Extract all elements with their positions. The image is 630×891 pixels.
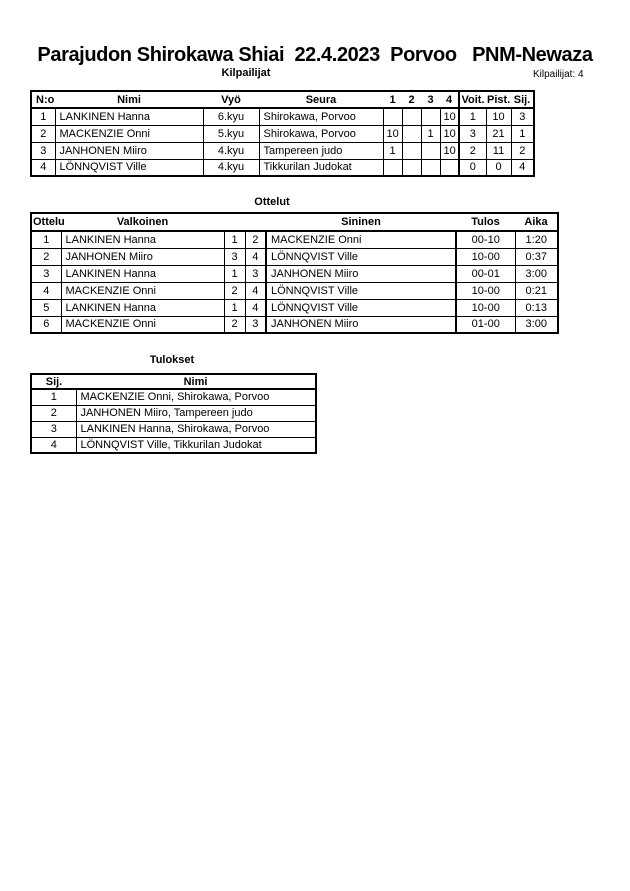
cell-round-1: 1 (383, 142, 402, 159)
matches-header-row (31, 213, 558, 231)
cell-white-name: MACKENZIE Onni (61, 316, 224, 333)
page-title: Parajudon Shirokawa Shiai 22.4.2023 Porvoo PNM-Newaza (37, 44, 593, 66)
col-header-round-2: 2 (402, 91, 421, 108)
cell-sij: 3 (511, 108, 534, 125)
cell-blue-name: LÖNNQVIST Ville (266, 248, 456, 265)
cell-vyo: 4.kyu (203, 142, 259, 159)
match-row (31, 282, 558, 299)
competitor-row (31, 159, 534, 176)
match-row (31, 248, 558, 265)
cell-round-3: 1 (421, 125, 440, 142)
cell-blue-name: MACKENZIE Onni (266, 231, 456, 248)
cell-white-number: 1 (224, 299, 245, 316)
cell-nimi: JANHONEN Miiro (55, 142, 203, 159)
col-header-voit: Voit. (459, 91, 486, 108)
cell-round-3 (421, 159, 440, 176)
cell-sij: 4 (31, 437, 76, 453)
competitors-header-row (31, 91, 534, 108)
cell-sij: 1 (511, 125, 534, 142)
col-header-blue-number (245, 213, 266, 231)
cell-white-name: LANKINEN Hanna (61, 231, 224, 248)
cell-seura: Tikkurilan Judokat (259, 159, 383, 176)
cell-seura: Shirokawa, Porvoo (259, 108, 383, 125)
matches-heading: Ottelut (254, 196, 290, 208)
match-row (31, 316, 558, 333)
cell-tulos: 10-00 (456, 299, 515, 316)
cell-pist: 0 (486, 159, 511, 176)
competitor-row (31, 125, 534, 142)
competitor-row (31, 142, 534, 159)
cell-white-name: LANKINEN Hanna (61, 265, 224, 282)
cell-round-3 (421, 108, 440, 125)
cell-white-number: 2 (224, 282, 245, 299)
cell-seura: Tampereen judo (259, 142, 383, 159)
cell-sij: 2 (511, 142, 534, 159)
cell-white-name: MACKENZIE Onni (61, 282, 224, 299)
col-header-nimi: Nimi (76, 374, 316, 389)
cell-blue-number: 3 (245, 316, 266, 333)
cell-pist: 21 (486, 125, 511, 142)
col-header-vyo: Vyö (203, 91, 259, 108)
cell-blue-number: 3 (245, 265, 266, 282)
cell-round-3 (421, 142, 440, 159)
col-header-tulos: Tulos (456, 213, 515, 231)
match-row (31, 231, 558, 248)
col-header-no: N:o (31, 91, 55, 108)
cell-round-4 (440, 159, 459, 176)
cell-sij: 2 (31, 405, 76, 421)
cell-nimi: LANKINEN Hanna (55, 108, 203, 125)
results-table (30, 373, 317, 454)
cell-sij: 1 (31, 389, 76, 405)
cell-no: 2 (31, 125, 55, 142)
result-row (31, 421, 316, 437)
cell-match-no: 6 (31, 316, 61, 333)
cell-blue-name: JANHONEN Miiro (266, 265, 456, 282)
cell-round-2 (402, 142, 421, 159)
cell-match-no: 1 (31, 231, 61, 248)
cell-blue-number: 2 (245, 231, 266, 248)
cell-voit: 0 (459, 159, 486, 176)
competitors-table (30, 90, 535, 177)
cell-vyo: 5.kyu (203, 125, 259, 142)
cell-white-name: JANHONEN Miiro (61, 248, 224, 265)
cell-tulos: 10-00 (456, 282, 515, 299)
cell-sij: 4 (511, 159, 534, 176)
col-header-ottelu: Ottelu (31, 213, 61, 231)
cell-nimi: MACKENZIE Onni (55, 125, 203, 142)
cell-result-nimi: LANKINEN Hanna, Shirokawa, Porvoo (76, 421, 316, 437)
col-header-white-number (224, 213, 245, 231)
cell-aika: 3:00 (515, 265, 558, 282)
cell-round-2 (402, 108, 421, 125)
cell-white-number: 3 (224, 248, 245, 265)
cell-nimi: LÖNNQVIST Ville (55, 159, 203, 176)
result-row (31, 405, 316, 421)
cell-tulos: 00-01 (456, 265, 515, 282)
cell-seura: Shirokawa, Porvoo (259, 125, 383, 142)
cell-round-2 (402, 125, 421, 142)
cell-voit: 2 (459, 142, 486, 159)
cell-match-no: 2 (31, 248, 61, 265)
cell-no: 3 (31, 142, 55, 159)
cell-no: 4 (31, 159, 55, 176)
cell-blue-name: LÖNNQVIST Ville (266, 299, 456, 316)
cell-match-no: 4 (31, 282, 61, 299)
col-header-sij: Sij. (31, 374, 76, 389)
cell-tulos: 10-00 (456, 248, 515, 265)
cell-round-1 (383, 108, 402, 125)
col-header-sininen: Sininen (266, 213, 456, 231)
cell-aika: 1:20 (515, 231, 558, 248)
competitor-row (31, 108, 534, 125)
results-header-row (31, 374, 316, 389)
col-header-aika: Aika (515, 213, 558, 231)
result-row (31, 437, 316, 453)
cell-result-nimi: MACKENZIE Onni, Shirokawa, Porvoo (76, 389, 316, 405)
cell-aika: 3:00 (515, 316, 558, 333)
cell-round-4: 10 (440, 125, 459, 142)
cell-tulos: 00-10 (456, 231, 515, 248)
cell-pist: 10 (486, 108, 511, 125)
competitors-heading: Kilpailijat (221, 67, 271, 79)
match-row (31, 265, 558, 282)
cell-pist: 11 (486, 142, 511, 159)
cell-aika: 0:13 (515, 299, 558, 316)
cell-vyo: 4.kyu (203, 159, 259, 176)
cell-blue-number: 4 (245, 299, 266, 316)
cell-blue-number: 4 (245, 282, 266, 299)
cell-match-no: 5 (31, 299, 61, 316)
col-header-seura: Seura (259, 91, 383, 108)
cell-no: 1 (31, 108, 55, 125)
cell-white-number: 1 (224, 265, 245, 282)
cell-result-nimi: LÖNNQVIST Ville, Tikkurilan Judokat (76, 437, 316, 453)
result-row (31, 389, 316, 405)
cell-match-no: 3 (31, 265, 61, 282)
col-header-valkoinen: Valkoinen (61, 213, 224, 231)
col-header-pist: Pist. (486, 91, 511, 108)
cell-blue-number: 4 (245, 248, 266, 265)
cell-blue-name: LÖNNQVIST Ville (266, 282, 456, 299)
col-header-sij: Sij. (511, 91, 534, 108)
competitors-count: Kilpailijat: 4 (533, 69, 584, 80)
col-header-round-1: 1 (383, 91, 402, 108)
cell-result-nimi: JANHONEN Miiro, Tampereen judo (76, 405, 316, 421)
cell-white-number: 2 (224, 316, 245, 333)
match-row (31, 299, 558, 316)
col-header-nimi: Nimi (55, 91, 203, 108)
cell-round-1: 10 (383, 125, 402, 142)
cell-round-4: 10 (440, 108, 459, 125)
matches-table (30, 212, 559, 334)
cell-tulos: 01-00 (456, 316, 515, 333)
cell-vyo: 6.kyu (203, 108, 259, 125)
col-header-round-4: 4 (440, 91, 459, 108)
col-header-round-3: 3 (421, 91, 440, 108)
cell-aika: 0:21 (515, 282, 558, 299)
cell-aika: 0:37 (515, 248, 558, 265)
cell-round-4: 10 (440, 142, 459, 159)
results-heading: Tulokset (149, 354, 195, 366)
cell-round-2 (402, 159, 421, 176)
cell-round-1 (383, 159, 402, 176)
cell-sij: 3 (31, 421, 76, 437)
cell-white-number: 1 (224, 231, 245, 248)
cell-white-name: LANKINEN Hanna (61, 299, 224, 316)
cell-voit: 3 (459, 125, 486, 142)
cell-voit: 1 (459, 108, 486, 125)
cell-blue-name: JANHONEN Miiro (266, 316, 456, 333)
